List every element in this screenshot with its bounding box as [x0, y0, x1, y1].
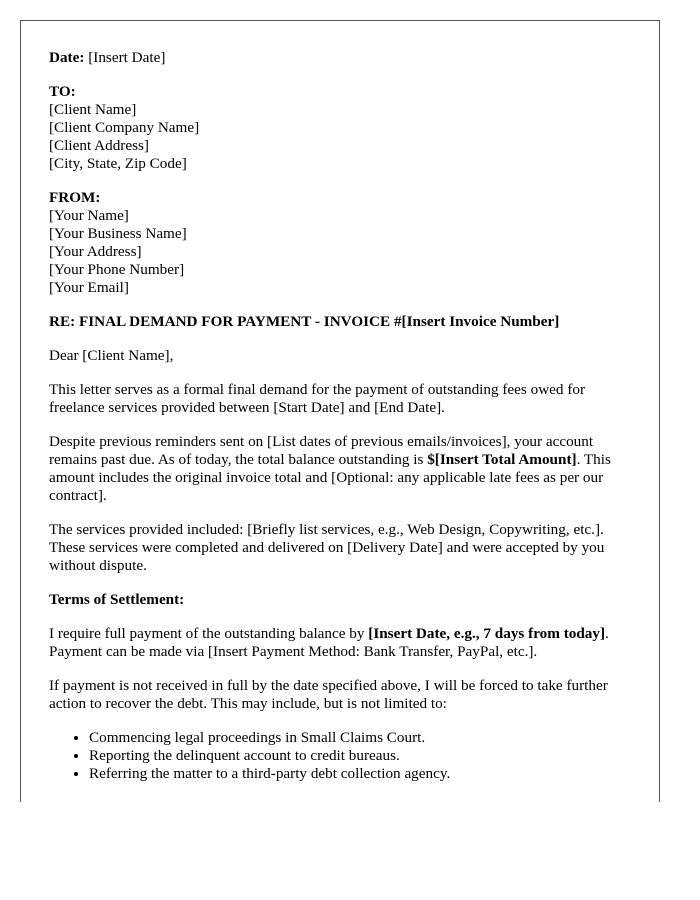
payment-paragraph: [49, 625, 631, 661]
date-label: Date:: [49, 49, 85, 66]
intro-paragraph: This letter serves as a formal final demand for the payment of outstanding fees owed for freelance services provided between [Start Date] and [End Date].: [49, 381, 586, 416]
sender-name: [Your Name]: [49, 207, 129, 224]
salutation: Dear [Client Name],: [49, 347, 174, 364]
action-list: [49, 729, 631, 783]
from-label: FROM:: [49, 189, 101, 206]
terms-heading-text: Terms of Settlement:: [49, 591, 185, 608]
sender-business: [Your Business Name]: [49, 225, 187, 242]
payment-text-before: I require full payment of the outstanding balance by: [49, 625, 369, 642]
to-label: TO:: [49, 83, 76, 100]
list-item: • Reporting the delinquent account to credit bureaus.: [89, 747, 631, 765]
payment-text-after: . Payment can be made via [Insert Payment Method: Bank Transfer, PayPal, etc.].: [49, 625, 609, 660]
sender-phone: [Your Phone Number]: [49, 261, 185, 278]
recipient-name: [Client Name]: [49, 101, 137, 118]
list-item: • Referring the matter to a third-party debt collection agency.: [89, 765, 631, 783]
recipient-company: [Client Company Name]: [49, 119, 200, 136]
payment-deadline: [Insert Date, e.g., 7 days from today]: [368, 625, 606, 642]
subject-text: RE: FINAL DEMAND FOR PAYMENT - INVOICE #[Insert Invoice Number]: [49, 313, 560, 330]
recipient-city: [City, State, Zip Code]: [49, 155, 187, 172]
consequence-paragraph: If payment is not received in full by the date specified above, I will be forced to take further action to recover the debt. This may include, but is not limited to:: [49, 677, 608, 712]
balance-paragraph: [49, 433, 631, 505]
sender-block: [49, 189, 631, 297]
date-line: [49, 49, 631, 67]
balance-text-after: . This amount includes the original invoice total and [Optional: any applicable late fees as per our contract].: [49, 451, 611, 504]
recipient-block: [49, 83, 631, 173]
balance-amount: $[Insert Total Amount]: [427, 451, 577, 468]
letter-page: [20, 20, 660, 802]
sender-address: [Your Address]: [49, 243, 142, 260]
balance-text-before: Despite previous reminders sent on [List dates of previous emails/invoices], your account remains past due. As of today, the total balance outstanding is: [49, 433, 594, 468]
terms-heading: [49, 591, 631, 609]
services-paragraph: The services provided included: [Briefly list services, e.g., Web Design, Copywriting, etc.]. These services were completed and delivered on [Delivery Date] and were accepted by you without dispute.: [49, 521, 605, 574]
subject-line: [49, 313, 631, 331]
sender-email: [Your Email]: [49, 279, 129, 296]
recipient-address: [Client Address]: [49, 137, 149, 154]
date-value: [Insert Date]: [88, 49, 166, 66]
list-item: • Commencing legal proceedings in Small Claims Court.: [89, 729, 631, 747]
